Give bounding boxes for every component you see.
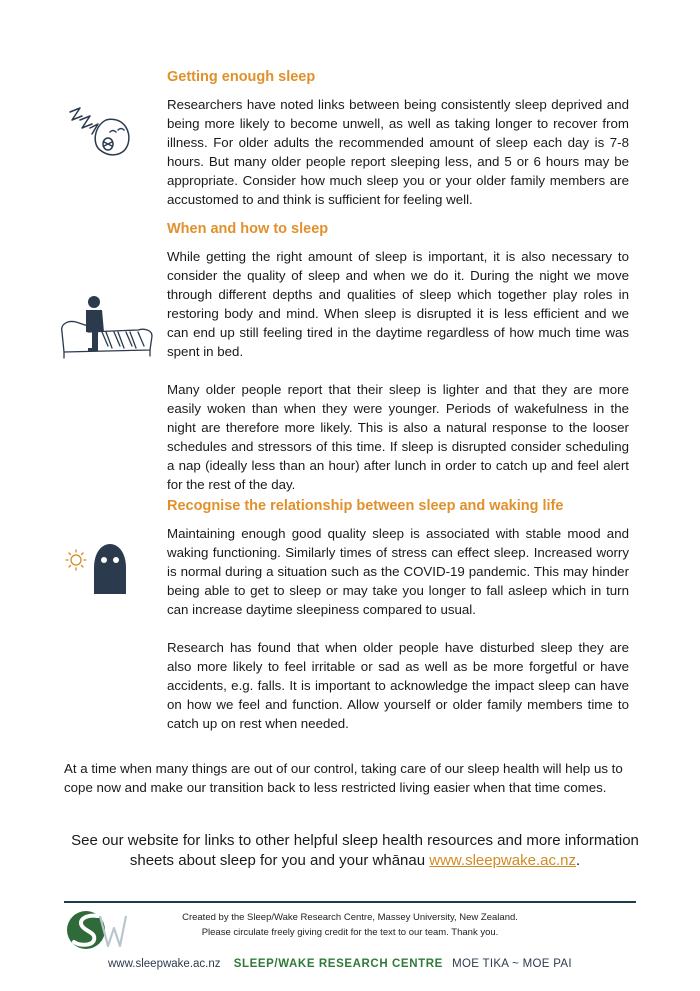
footer-credit xyxy=(150,910,550,940)
website-note-end: . xyxy=(575,852,581,869)
section-paragraph: While getting the right amount of sleep is important, it is also necessary to consider the quality of sleep and when we do it. During the night we move through different depths and qualities of sleep which together play roles in restoring body and mind. When sleep is disrupted it is less efficient and we can end up still feeling tired in the daytime regardless of how much time was spent in bed. xyxy=(167,249,629,359)
website-note xyxy=(60,831,650,871)
bottom-bar xyxy=(108,958,572,970)
credit-line-1: Created by the Sleep/Wake Research Centre, Massey University, New Zealand. xyxy=(182,912,518,923)
website-link[interactable]: www.sleepwake.ac.nz xyxy=(429,852,576,869)
section-paragraph: Many older people report that their sleep is lighter and that they are more easily woken than when they were younger. Periods of wakefulness in the night are therefore more likely. This is also a natural response to the looser schedules and stressors of this time. If sleep is disrupted consider scheduling a nap (ideally less than an hour) after lunch in order to catch up and feel alert for the rest of the day. xyxy=(167,382,629,492)
zzz-sleeping-face-icon xyxy=(66,102,136,162)
footer-divider xyxy=(64,901,636,903)
centre-name: SLEEP/WAKE RESEARCH CENTRE xyxy=(233,958,443,970)
section-paragraph: Researchers have noted links between being consistently sleep deprived and being more likely to become unwell, as well as taking longer to recover from illness. For older adults the recommended amount of sleep each day is 7-8 hours. But many older people report sleeping less, and 5 or 6 hours may be appropriate. Consider how much sleep you or your older family members are accustomed to and think is sufficient for feeling well. xyxy=(167,97,629,207)
sun-and-person-icon xyxy=(64,540,130,596)
footer-url[interactable]: www.sleepwake.ac.nz xyxy=(108,958,221,970)
section-when-and-how-to-sleep xyxy=(167,220,629,494)
section-heading: Getting enough sleep xyxy=(167,69,316,85)
closing-paragraph: At a time when many things are out of our control, taking care of our sleep health will help us to cope now and make our transition back to less restricted living easier when that time comes. xyxy=(64,761,623,795)
motto: MOE TIKA ~ MOE PAI xyxy=(452,958,572,970)
sleepwake-logo-icon xyxy=(64,906,128,952)
section-getting-enough-sleep xyxy=(167,68,629,209)
section-sleep-and-waking-life xyxy=(167,497,629,733)
section-heading: When and how to sleep xyxy=(167,221,329,237)
website-note-text: See our website for links to other helpful sleep health resources and more information sheets about sleep for you and your whānau xyxy=(71,832,639,869)
section-paragraph: Research has found that when older people have disturbed sleep they are also more likely to feel irritable or sad as well as be more forgetful or have accidents, e.g. falls. It is important to acknowledge the impact sleep can have on how we feel and function. Allow yourself or older family members time to catch up on rest when needed. xyxy=(167,640,629,731)
section-paragraph: Maintaining enough good quality sleep is associated with stable mood and waking functioning. Similarly times of stress can effect sleep. Increased worry is normal during a situation such as the COVID-19 pandemic. This may hinder being able to get to sleep or may take you longer to fall asleep which in turn can increase daytime sleepiness compared to usual. xyxy=(167,526,629,617)
credit-line-2: Please circulate freely giving credit for the text to our team. Thank you. xyxy=(201,927,499,938)
section-heading: Recognise the relationship between sleep and waking life xyxy=(167,498,564,514)
person-sitting-on-bed-icon xyxy=(58,292,156,360)
